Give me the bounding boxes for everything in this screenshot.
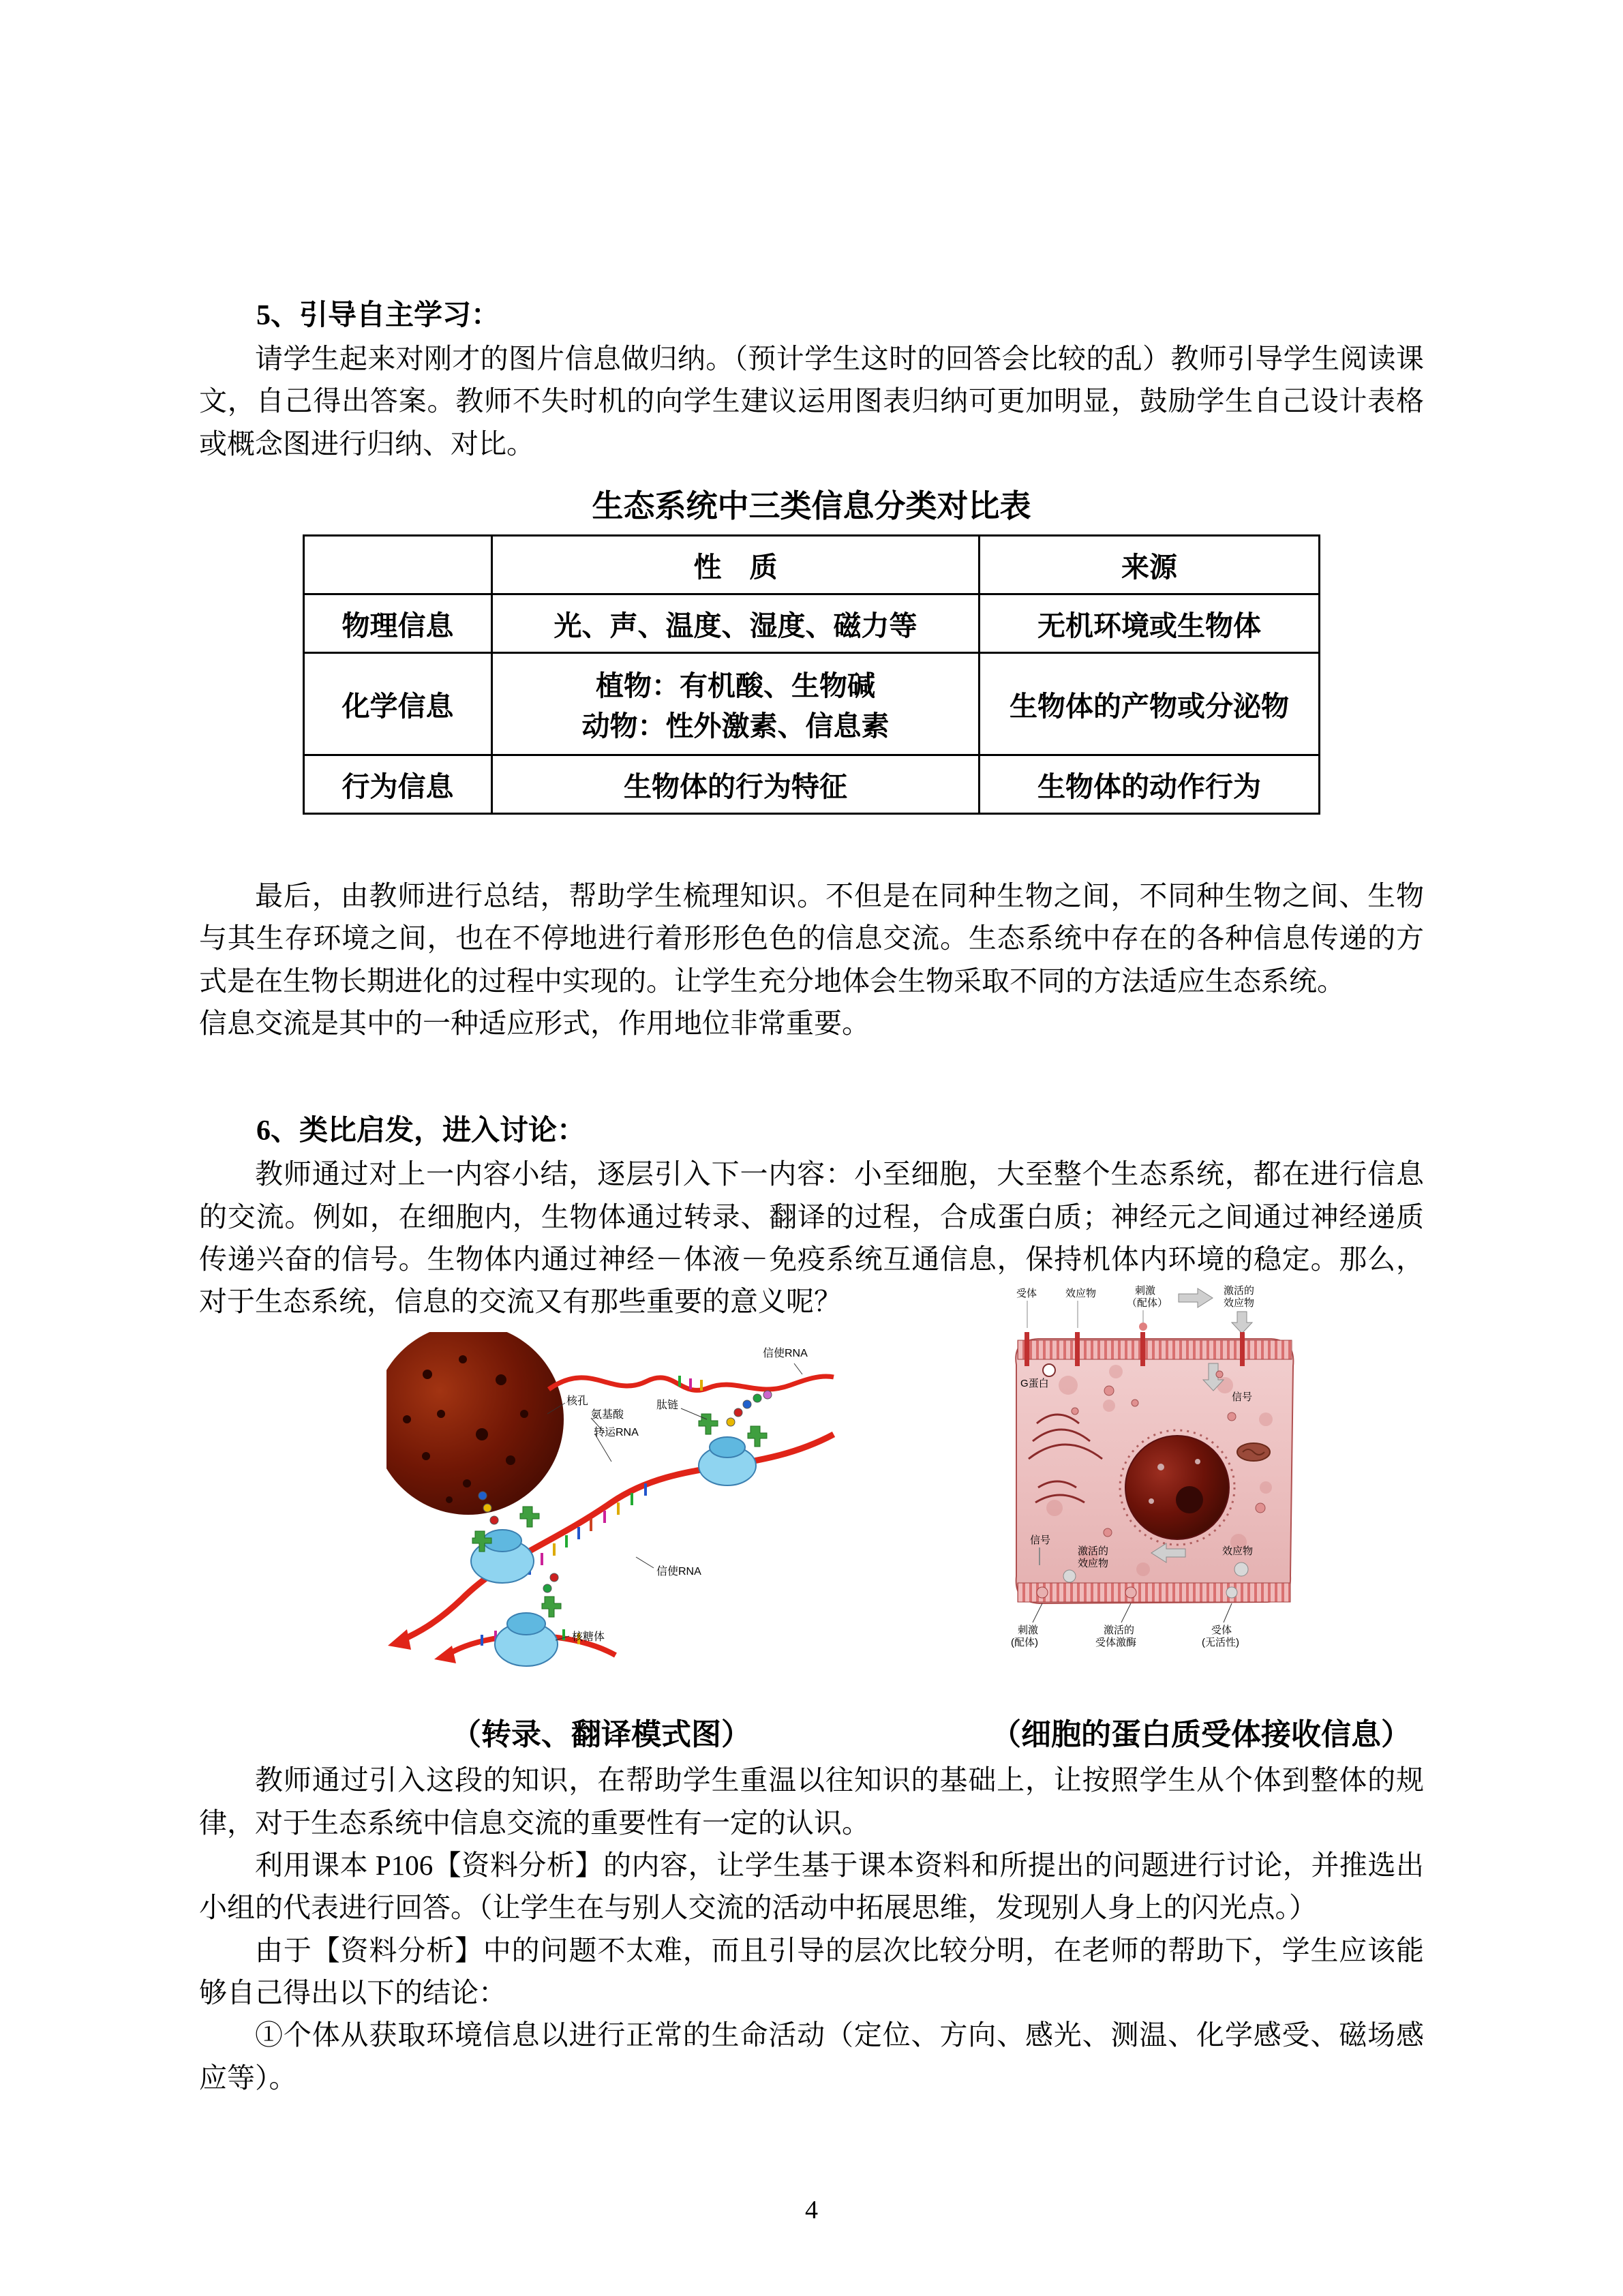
- left-figure-caption: （转录、翻译模式图）: [451, 1718, 751, 1752]
- label-signal-top: 信号: [1232, 1391, 1253, 1404]
- table-row-physical: [304, 594, 1320, 652]
- cell-physical-type: 物理信息: [304, 594, 492, 652]
- mrna-arrowhead: [388, 1629, 411, 1650]
- label-effector-mid: 效应物: [1222, 1545, 1254, 1558]
- top-membrane: [1018, 1340, 1292, 1359]
- cell-behavioral-source: 生物体的动作行为: [980, 755, 1320, 813]
- table-header-source: 来源: [980, 535, 1320, 594]
- cell-behavioral-nature: 生物体的行为特征: [492, 755, 980, 813]
- cell-chemical-nature-line1: 植物：有机酸、生物碱: [596, 670, 875, 702]
- info-comparison-table: [303, 534, 1320, 815]
- label-kinase-line2: 受体激酶: [1095, 1637, 1137, 1649]
- table-title: 生态系统中三类信息分类对比表: [592, 488, 1031, 524]
- label-pore: 核孔: [566, 1395, 589, 1408]
- section-6-paragraph-2: 教师通过引入这段的知识，在帮助学生重温以往知识的基础上，让按照学生从个体到整体的规律，对于生态系统中信息交流的重要性有一定的认识。: [199, 1764, 1424, 1839]
- section-6-paragraph-5: ①个体从获取环境信息以进行正常的生命活动（定位、方向、感光、测温、化学感受、磁场感应等）。: [199, 2019, 1424, 2094]
- label-receptor-top: 受体: [1016, 1288, 1037, 1300]
- section-6-heading: 6、类比启发，进入讨论：: [256, 1115, 586, 1147]
- bottom-labels: [1011, 1603, 1239, 1648]
- mitochondrion: [1237, 1443, 1270, 1461]
- label-signal-mid: 信号: [1030, 1535, 1051, 1547]
- cell-chemical-source: 生物体的产物或分泌物: [980, 652, 1320, 755]
- table-row-chemical: [304, 652, 1320, 755]
- label-mrna-mid: 信使RNA: [656, 1566, 701, 1578]
- cell-physical-source: 无机环境或生物体: [980, 594, 1320, 652]
- label-stimulus-bottom: 刺激: [1018, 1625, 1039, 1637]
- table-row-behavioral: [304, 755, 1320, 813]
- bottom-membrane: [1018, 1583, 1290, 1602]
- transcription-translation-figure: [386, 1332, 836, 1683]
- label-activated-effector-mid: 效应物: [1078, 1558, 1109, 1570]
- table-header-nature: 性 质: [492, 535, 980, 594]
- label-ligand-top: （配体）: [1127, 1297, 1168, 1310]
- cell-chemical-nature: [492, 652, 980, 755]
- label-mrna-top: 信使RNA: [763, 1348, 808, 1360]
- label-trna: 转运RNA: [594, 1427, 639, 1439]
- section-6-paragraph-1: 教师通过对上一内容小结，逐层引入下一内容：小至细胞，大至整个生态系统，都在进行信息的交流。例如，在细胞内，生物体通过转录、翻译的过程，合成蛋白质；神经元之间通过神经递质传递兴奋的信号。生物体内通过神经－体液－免疫系统互通信息，保持机体内环境的稳定。那么，对于生态系统，信息的交流又有那些重要的意义呢？: [199, 1158, 1424, 1318]
- right-figure-caption: （细胞的蛋白质受体接收信息）: [991, 1718, 1411, 1752]
- section-5-heading: 5、引导自主学习：: [256, 300, 500, 331]
- section-6-paragraph-4: 由于【资料分析】中的问题不太难，而且引导的层次比较分明，在老师的帮助下，学生应该能够自己得出以下的结论：: [199, 1934, 1424, 2008]
- label-peptide: 肽链: [656, 1400, 679, 1412]
- label-amino-acid: 氨基酸: [591, 1409, 624, 1421]
- section-6-paragraph-3: 利用课本 P106【资料分析】的内容，让学生基于课本资料和所提出的问题进行讨论，并推选出小组的代表进行回答。（让学生在与别人交流的活动中拓展思维，发现别人身上的闪光点。）: [199, 1849, 1424, 1924]
- label-ribosome: 核糖体: [572, 1631, 605, 1644]
- cell-chemical-type: 化学信息: [304, 652, 492, 755]
- label-activated-mid: 激活的: [1078, 1545, 1109, 1558]
- section-5-paragraph-2: 最后，由教师进行总结，帮助学生梳理知识。不但是在同种生物之间，不同种生物之间、生物与其生存环境之间，也在不停地进行着形形色色的信息交流。生态系统中存在的各种信息传递的方式是在生物长期进化的过程中实现的。让学生充分地体会生物采取不同的方法适应生态系统。: [199, 879, 1424, 997]
- cell-chemical-nature-line2: 动物：性外激素、信息素: [581, 710, 890, 742]
- nucleus-shape: [386, 1332, 564, 1515]
- label-activated-effector-top: 效应物: [1224, 1297, 1255, 1310]
- label-g-protein: G蛋白: [1020, 1378, 1049, 1390]
- page-number: 4: [805, 2196, 818, 2224]
- ribosome-bottom: [495, 1613, 558, 1666]
- figure-captions: [199, 1710, 1424, 1759]
- top-labels: [1016, 1285, 1254, 1309]
- section-5-paragraph-3: 信息交流是其中的一种适应形式，作用地位非常重要。: [199, 1007, 870, 1039]
- table-header-row: [304, 535, 1320, 594]
- mrna-arrowhead-2: [434, 1646, 456, 1663]
- label-stimulus-top: 刺激: [1135, 1285, 1156, 1297]
- label-effector-top: 效应物: [1065, 1288, 1097, 1300]
- cell-physical-nature: 光、声、温度、湿度、磁力等: [492, 594, 980, 652]
- cell-receptor-figure: [1007, 1283, 1301, 1665]
- figures-row: [199, 1283, 1424, 1692]
- label-kinase-line1: 激活的: [1104, 1625, 1135, 1637]
- ribosome-top-right: [699, 1437, 756, 1485]
- section-5-paragraph-1: 请学生起来对刚才的图片信息做归纳。（预计学生这时的回答会比较的乱）教师引导学生阅读课文，自己得出答案。教师不失时机的向学生建议运用图表归纳可更加明显，鼓励学生自己设计表格或概念图进行归纳、对比。: [199, 343, 1424, 459]
- label-inactive-bottom: (无活性): [1202, 1637, 1239, 1649]
- label-ligand-bottom: (配体): [1011, 1637, 1038, 1649]
- label-activated-top: 激活的: [1224, 1285, 1255, 1297]
- label-receptor-bottom: 受体: [1211, 1625, 1232, 1637]
- cell-behavioral-type: 行为信息: [304, 755, 492, 813]
- table-header-empty: [304, 535, 492, 594]
